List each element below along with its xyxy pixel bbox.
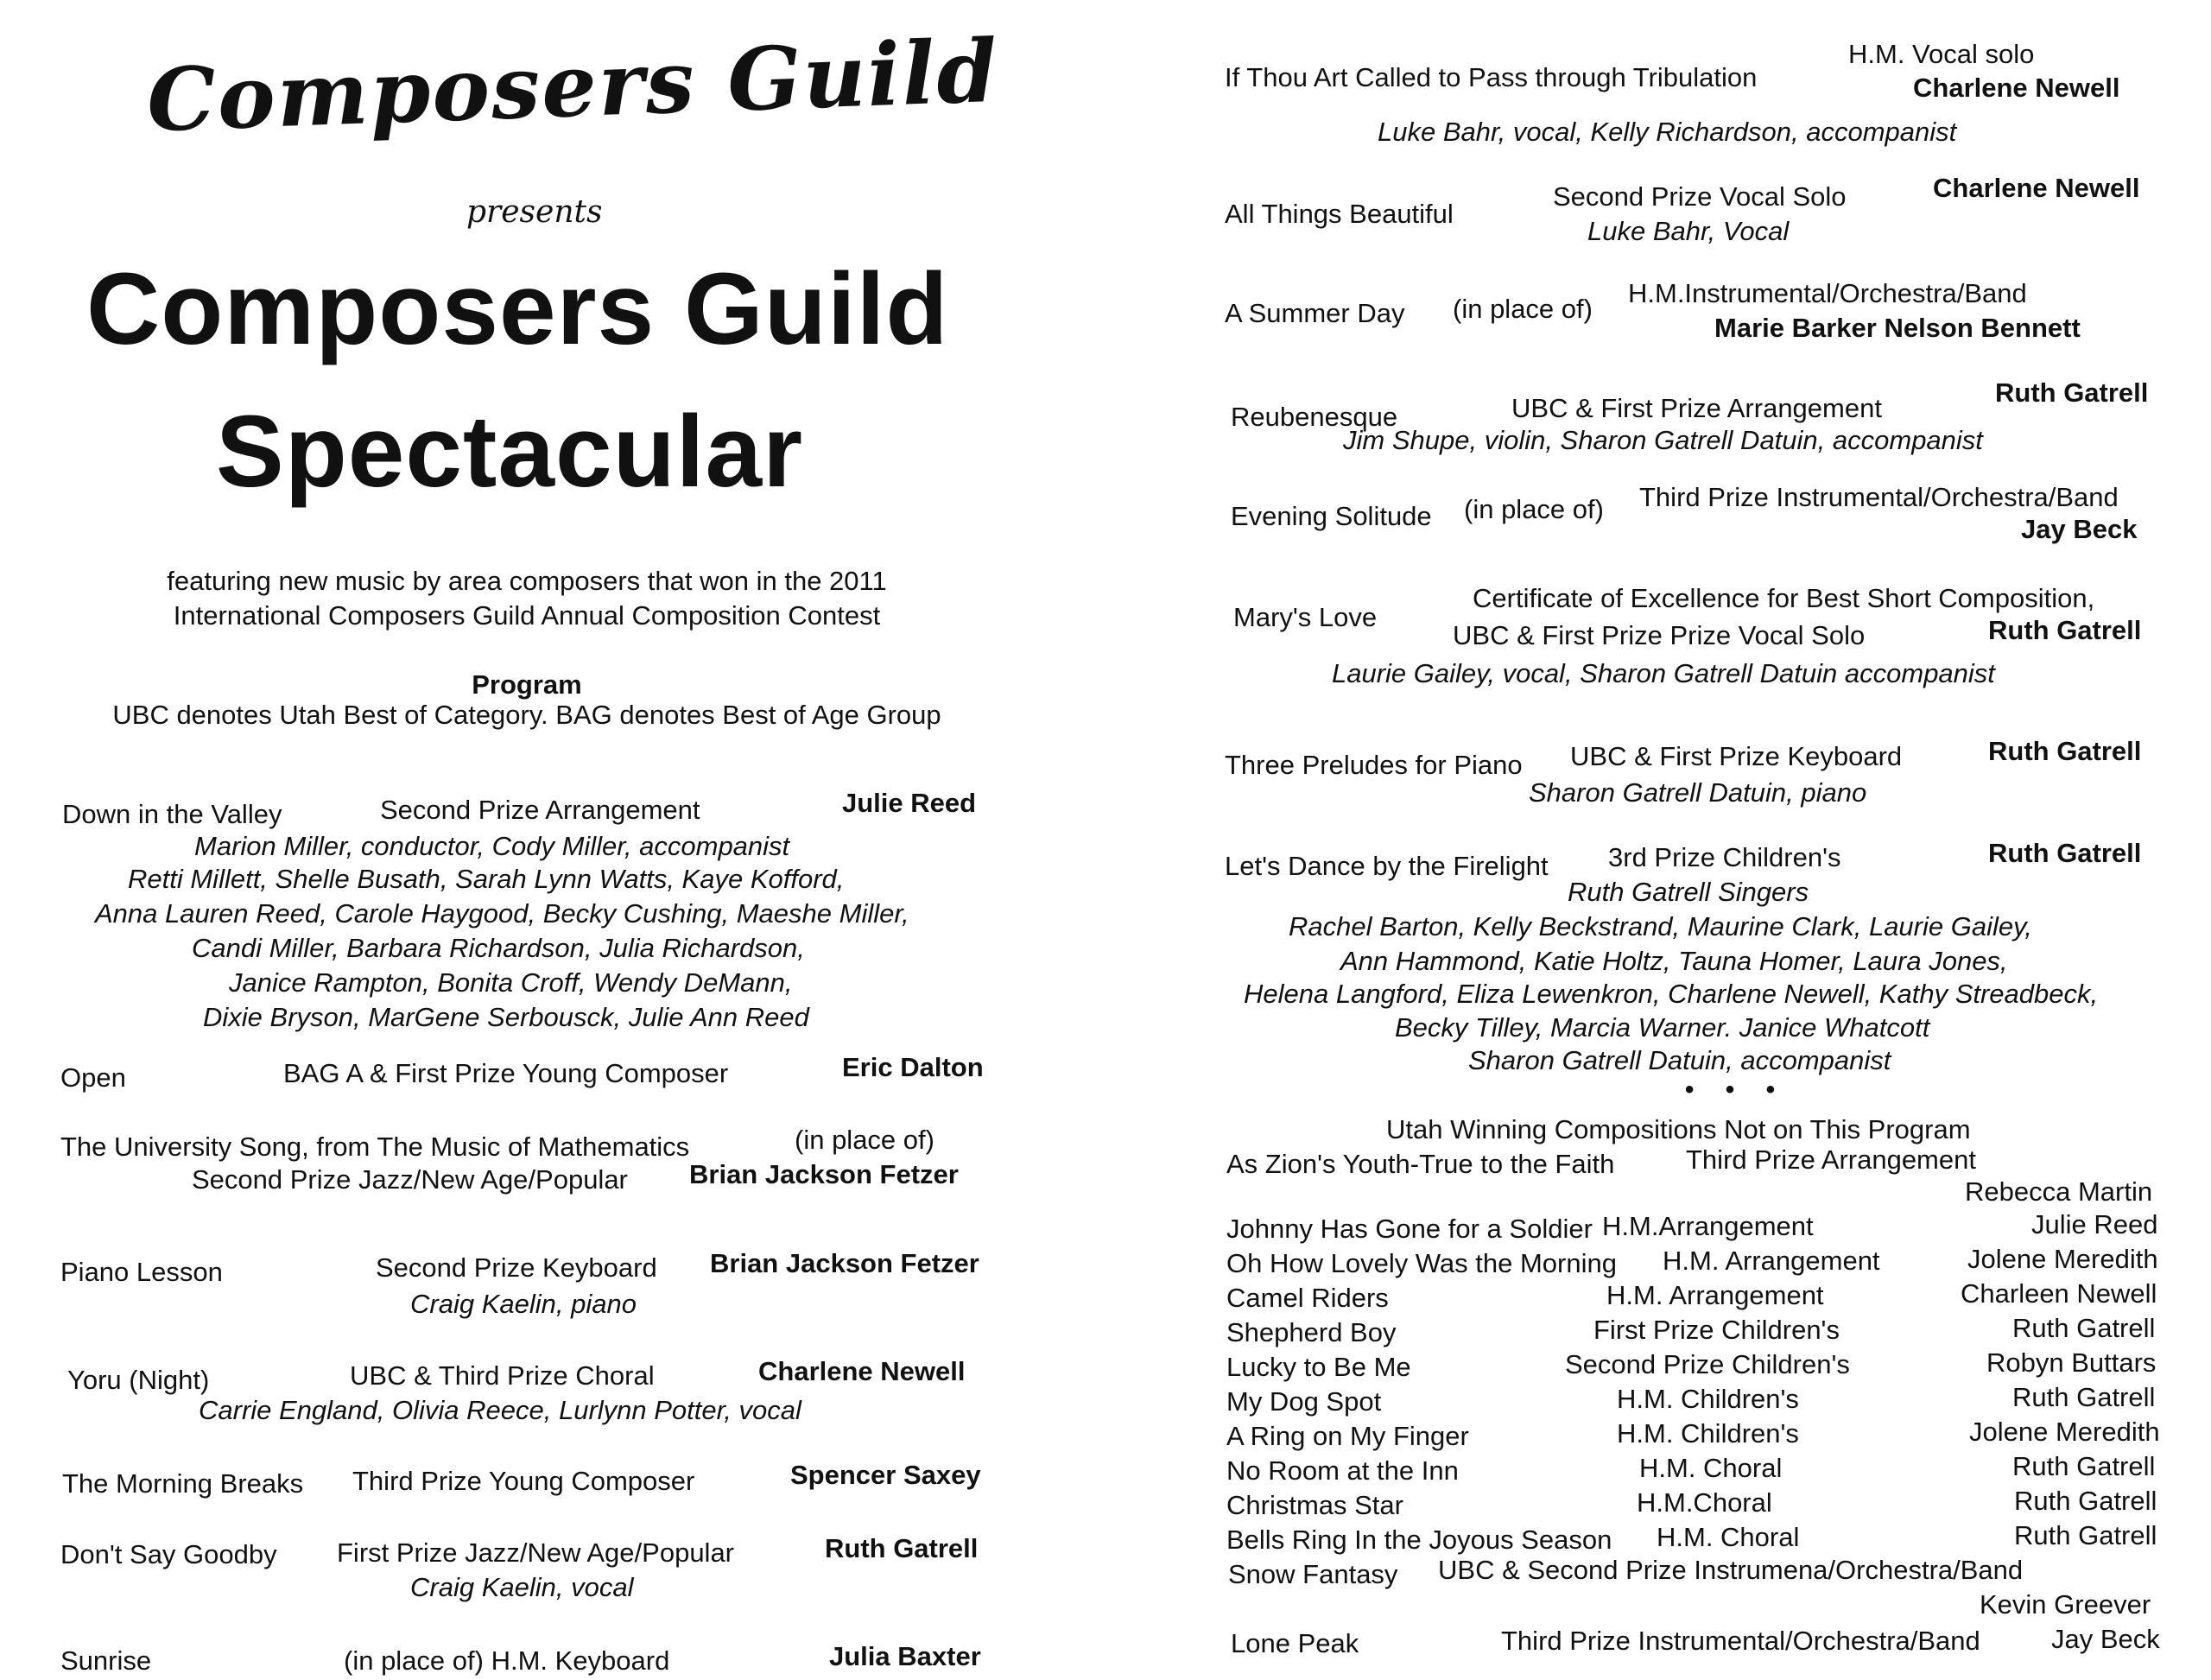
entry-performers: Craig Kaelin, vocal xyxy=(410,1572,634,1602)
entry-award: H.M. Vocal solo xyxy=(1848,39,2035,69)
list-item-award: Second Prize Children's xyxy=(1565,1349,1850,1379)
entry-title: Sunrise xyxy=(60,1645,152,1676)
list-item-title: Christmas Star xyxy=(1226,1490,1403,1520)
list-item-award: H.M.Arrangement xyxy=(1602,1211,1814,1241)
script-title: Composers Guild xyxy=(145,19,1001,152)
main-title-line2: Spectacular xyxy=(216,395,803,509)
list-item-title: No Room at the Inn xyxy=(1226,1455,1459,1486)
entry-award: Second Prize Keyboard xyxy=(376,1252,657,1283)
presents-text: presents xyxy=(466,194,603,230)
entry-award: Third Prize Young Composer xyxy=(352,1466,695,1496)
entry-award: Third Prize Instrumental/Orchestra/Band xyxy=(1639,482,2119,512)
entry-award: UBC & First Prize Arrangement xyxy=(1511,393,1882,423)
entry-composer: Marie Barker Nelson Bennett xyxy=(1714,313,2081,343)
entry-award: Second Prize Jazz/New Age/Popular xyxy=(192,1164,628,1195)
not-on-program-heading: Utah Winning Compositions Not on This Program xyxy=(1386,1114,1971,1144)
list-item-composer: Robyn Buttars xyxy=(1986,1347,2157,1378)
entry-performers: Marion Miller, conductor, Cody Miller, accompanist xyxy=(194,831,790,861)
entry-performers: Carrie England, Olivia Reece, Lurlynn Potter, vocal xyxy=(199,1395,801,1425)
list-item-composer: Julie Reed xyxy=(2031,1209,2158,1239)
list-item-title: Lone Peak xyxy=(1231,1628,1359,1658)
list-item-composer: Ruth Gatrell xyxy=(2014,1486,2157,1516)
entry-composer: Ruth Gatrell xyxy=(1988,615,2142,645)
intro-line-2: International Composers Guild Annual Composition Contest xyxy=(173,600,881,631)
list-item-award: UBC & Second Prize Instrumena/Orchestra/Band xyxy=(1438,1555,2024,1585)
list-item-title: Bells Ring In the Joyous Season xyxy=(1226,1525,1612,1555)
entry-award: Certificate of Excellence for Best Short Composition, xyxy=(1473,583,2095,613)
entry-award: UBC & Third Prize Choral xyxy=(350,1360,655,1391)
entry-performers: Becky Tilley, Marcia Warner. Janice Whatcott xyxy=(1395,1012,1930,1043)
entry-composer: Ruth Gatrell xyxy=(1995,377,2149,408)
entry-award-line2: UBC & First Prize Prize Vocal Solo xyxy=(1453,620,1866,650)
entry-title: Yoru (Night) xyxy=(67,1365,210,1395)
entry-award: BAG A & First Prize Young Composer xyxy=(283,1058,729,1088)
list-item-award: H.M. Arrangement xyxy=(1606,1280,1824,1310)
list-item-composer: Jolene Meredith xyxy=(1969,1417,2160,1447)
entry-performers: Rachel Barton, Kelly Beckstrand, Maurine Clark, Laurie Gailey, xyxy=(1289,911,2032,941)
entry-performers: Ann Hammond, Katie Holtz, Tauna Homer, Laura Jones, xyxy=(1340,946,2008,976)
entry-performers: Laurie Gailey, vocal, Sharon Gatrell Datuin accompanist xyxy=(1332,658,1995,688)
entry-composer: Ruth Gatrell xyxy=(825,1533,979,1563)
list-item-award: H.M. Children's xyxy=(1617,1418,1799,1449)
entry-performers: Candi Miller, Barbara Richardson, Julia Richardson, xyxy=(192,933,805,963)
entry-title: Let's Dance by the Firelight xyxy=(1225,851,1549,881)
entry-award: (in place of) H.M. Keyboard xyxy=(344,1645,670,1676)
entry-performers: Ruth Gatrell Singers xyxy=(1568,877,1809,907)
entry-title: Piano Lesson xyxy=(60,1257,223,1287)
entry-award-prefix: (in place of) xyxy=(795,1125,934,1155)
entry-title: All Things Beautiful xyxy=(1225,199,1454,229)
list-item-composer: Ruth Gatrell xyxy=(2012,1451,2156,1481)
entry-title: A Summer Day xyxy=(1225,298,1405,328)
list-item-title: As Zion's Youth-True to the Faith xyxy=(1226,1149,1615,1179)
legend-text: UBC denotes Utah Best of Category. BAG denotes Best of Age Group xyxy=(112,700,941,730)
entry-title: Three Preludes for Piano xyxy=(1225,750,1523,780)
list-item-award: H.M. Choral xyxy=(1639,1453,1783,1483)
entry-composer: Jay Beck xyxy=(2021,514,2138,544)
entry-composer: Spencer Saxey xyxy=(790,1460,981,1490)
list-item-title: Lucky to Be Me xyxy=(1226,1352,1411,1382)
entry-performers: Sharon Gatrell Datuin, piano xyxy=(1529,777,1867,808)
list-item-title: Johnny Has Gone for a Soldier xyxy=(1226,1214,1593,1244)
entry-composer: Ruth Gatrell xyxy=(1988,838,2142,868)
entry-title: Down in the Valley xyxy=(62,799,282,829)
entry-award: Second Prize Arrangement xyxy=(380,795,700,825)
entry-title: The University Song, from The Music of Mathematics xyxy=(60,1132,690,1162)
entry-award: UBC & First Prize Keyboard xyxy=(1570,741,1903,771)
entry-performers: Dixie Bryson, MarGene Serbousck, Julie Ann Reed xyxy=(203,1002,809,1032)
list-item-composer: Ruth Gatrell xyxy=(2012,1382,2156,1412)
entry-performers: Helena Langford, Eliza Lewenkron, Charlene Newell, Kathy Streadbeck, xyxy=(1244,979,2099,1009)
entry-composer: Brian Jackson Fetzer xyxy=(689,1159,959,1189)
list-item-title: Snow Fantasy xyxy=(1228,1559,1398,1589)
entry-title: Reubenesque xyxy=(1231,402,1398,432)
entry-title: Evening Solitude xyxy=(1231,501,1432,531)
entry-award: H.M.Instrumental/Orchestra/Band xyxy=(1628,278,2027,308)
entry-performers: Jim Shupe, violin, Sharon Gatrell Datuin, accompanist xyxy=(1343,425,1983,455)
list-item-title: Camel Riders xyxy=(1226,1283,1389,1313)
list-item-composer: Ruth Gatrell xyxy=(2014,1520,2157,1550)
section-separator: • • • xyxy=(1684,1075,1788,1104)
entry-award: Second Prize Vocal Solo xyxy=(1553,181,1847,212)
entry-performers: Sharon Gatrell Datuin, accompanist xyxy=(1468,1045,1891,1075)
entry-performers: Luke Bahr, Vocal xyxy=(1587,216,1790,246)
list-item-composer: Jay Beck xyxy=(2051,1624,2160,1654)
entry-title: Open xyxy=(60,1062,126,1093)
entry-performers: Retti Millett, Shelle Busath, Sarah Lynn Watts, Kaye Kofford, xyxy=(128,864,845,894)
list-item-award: H.M. Choral xyxy=(1657,1522,1800,1552)
entry-title: Mary's Love xyxy=(1233,602,1378,632)
list-item-award: H.M. Children's xyxy=(1617,1384,1799,1414)
entry-composer: Eric Dalton xyxy=(842,1052,984,1082)
list-item-title: Oh How Lovely Was the Morning xyxy=(1226,1248,1617,1278)
entry-composer: Charlene Newell xyxy=(1913,73,2120,103)
list-item-composer: Ruth Gatrell xyxy=(2012,1313,2156,1343)
intro-line-1: featuring new music by area composers that won in the 2011 xyxy=(167,566,887,596)
entry-composer: Charlene Newell xyxy=(758,1356,966,1386)
entry-award-prefix: (in place of) xyxy=(1453,294,1593,324)
entry-composer: Brian Jackson Fetzer xyxy=(710,1248,979,1278)
list-item-title: Shepherd Boy xyxy=(1226,1317,1397,1347)
entry-composer: Julie Reed xyxy=(842,788,977,818)
entry-title: Don't Say Goodby xyxy=(60,1539,277,1569)
list-item-award: H.M.Choral xyxy=(1637,1487,1772,1518)
entry-composer: Ruth Gatrell xyxy=(1988,736,2142,766)
list-item-award: First Prize Children's xyxy=(1593,1315,1840,1345)
entry-composer: Julia Baxter xyxy=(829,1641,981,1671)
entry-award: 3rd Prize Children's xyxy=(1608,842,1841,872)
list-item-title: My Dog Spot xyxy=(1226,1386,1382,1417)
entry-performers: Luke Bahr, vocal, Kelly Richardson, accompanist xyxy=(1378,117,1957,147)
list-item-award: Third Prize Arrangement xyxy=(1686,1144,1976,1175)
list-item-title: A Ring on My Finger xyxy=(1226,1421,1469,1451)
entry-performers: Craig Kaelin, piano xyxy=(410,1289,637,1319)
list-item-composer: Rebecca Martin xyxy=(1965,1176,2153,1207)
entry-performers: Anna Lauren Reed, Carole Haygood, Becky Cushing, Maeshe Miller, xyxy=(95,898,909,929)
list-item-award: Third Prize Instrumental/Orchestra/Band xyxy=(1501,1626,1980,1656)
program-heading: Program xyxy=(472,669,582,700)
list-item-composer: Jolene Meredith xyxy=(1967,1244,2158,1274)
main-title-line1: Composers Guild xyxy=(86,252,949,366)
entry-performers: Janice Rampton, Bonita Croff, Wendy DeMann, xyxy=(229,967,793,998)
entry-title: If Thou Art Called to Pass through Tribulation xyxy=(1225,62,1758,92)
entry-title: The Morning Breaks xyxy=(62,1468,304,1499)
list-item-composer: Kevin Greever xyxy=(1980,1589,2151,1620)
entry-award-prefix: (in place of) xyxy=(1464,494,1604,524)
list-item-composer: Charleen Newell xyxy=(1961,1278,2157,1309)
entry-award: First Prize Jazz/New Age/Popular xyxy=(337,1537,735,1568)
list-item-award: H.M. Arrangement xyxy=(1663,1246,1880,1276)
entry-composer: Charlene Newell xyxy=(1933,173,2140,203)
